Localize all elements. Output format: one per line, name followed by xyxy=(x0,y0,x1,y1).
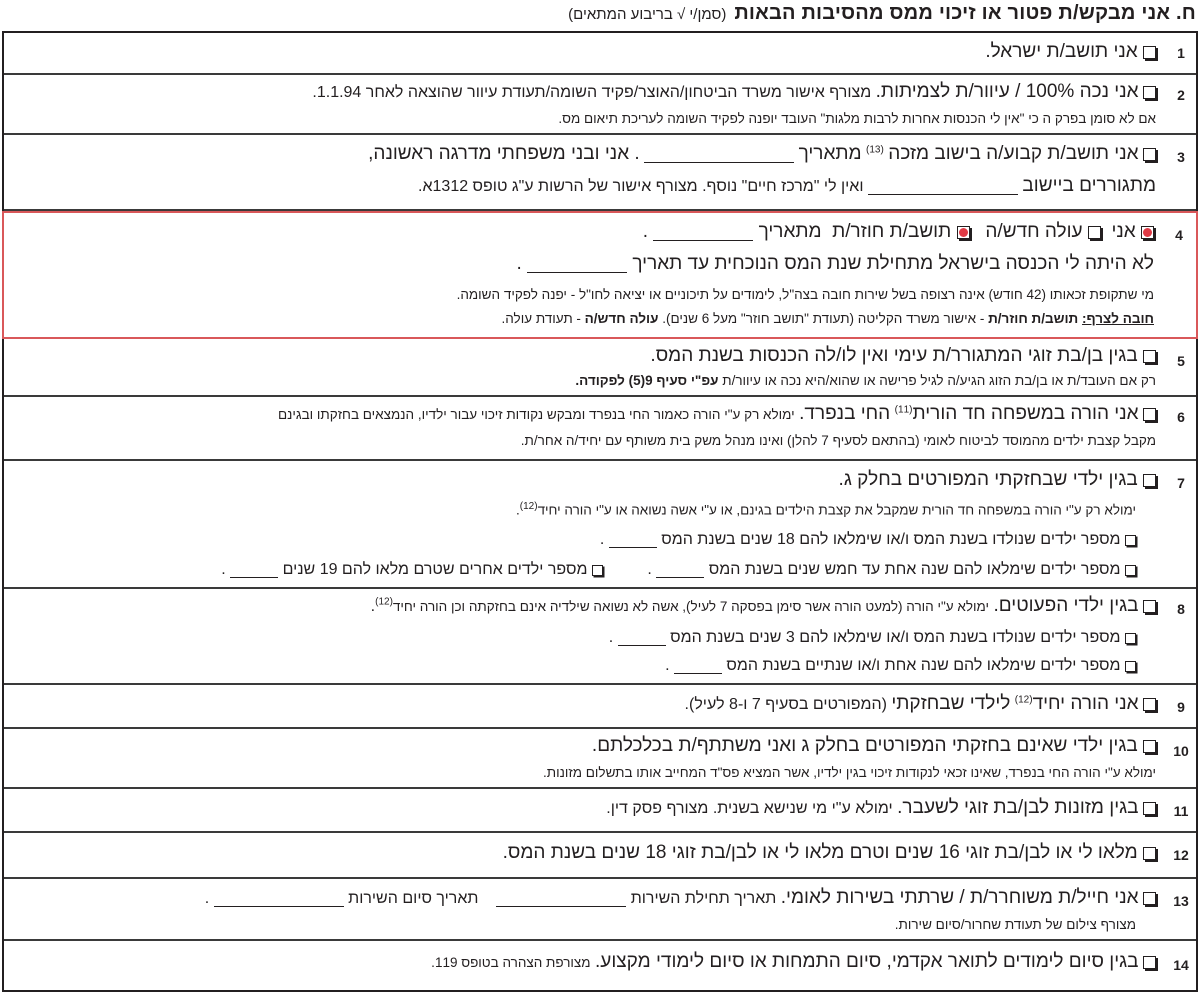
item-text: החי בנפרד. xyxy=(799,403,891,424)
item-note: מצורף אישור משרד הביטחון/האוצר/פקיד השומה/תעודת עיוור שהוצאה לאחר 1.1.94. xyxy=(312,84,872,101)
item-number: 4 xyxy=(1175,227,1183,243)
item-note: מצורף אישור של הרשות ע"ג טופס 1312א. xyxy=(418,178,698,195)
service-start-date-field[interactable] xyxy=(496,888,626,907)
item-text: מלאו לי או לבן/בת זוגי 16 שנים וטרם מלאו לי או לבן/בת זוגי 18 שנים בשנת המס. xyxy=(502,842,1138,863)
checkbox-age-16-18[interactable] xyxy=(1143,847,1156,860)
checkbox-disabled-blind[interactable] xyxy=(1143,86,1156,99)
sub-item-text: מספר ילדים שימלאו להם שנה אחת ו/או שנתיים בשנת המס xyxy=(726,657,1121,674)
checkbox-children-1-to-5[interactable] xyxy=(1125,565,1136,576)
checkbox-children-not-custody[interactable] xyxy=(1143,740,1156,753)
item-7: 7 בגין ילדי שבחזקתי המפורטים בחלק ג. ימולא רק ע"י הורה במשפחה חד הורית שמקבל את קצבת הילדים בגינם, או ע"י אשה נשואה או ע"י הורה יחיד$^{(12)}$. מספר ילדים שנולדו בשנת המס ו/או שימלאו להם 18 שנים בשנת המס . מספר ילדים שימלאו להם שנה אחת עד חמש שנים בשנת המס . מספר ילדים אחרים שטרם מלאו להם 19 שנים . xyxy=(4,461,1196,589)
checkbox-children-born-or-18[interactable] xyxy=(1125,535,1136,546)
date-field-from[interactable] xyxy=(644,144,794,163)
item-text: . אני ובני משפחתי מדרגה ראשונה, xyxy=(368,143,640,164)
checkbox-degree-completion[interactable] xyxy=(1143,956,1156,969)
item-note: ימולא ע"י הורה (למעט הורה אשר סימן בפסקה 7 לעיל), אשה לא נשואה שילדיה אינם בחזקתה וכן הורה יחיד xyxy=(392,599,990,614)
item-text: בגין מזונות לבן/בת זוגי לשעבר. xyxy=(897,797,1139,818)
sub-item-text: מספר ילדים שימלאו להם שנה אחת עד חמש שנים בשנת המס xyxy=(708,561,1121,578)
sub-item-text: מספר ילדים שנולדו בשנת המס ו/או שימלאו להם 18 שנים בשנת המס xyxy=(661,531,1121,548)
item-subnote: אם לא סומן בפרק ה כי "אין לי הכנסות אחרות לרבות מלגות" העובד יופנה לפקיד השומה לעריכת תיאום מס. xyxy=(558,111,1156,126)
item-note: ימולא ע"י מי שנישא בשנית. מצורף פסק דין. xyxy=(606,800,893,817)
item-text: בגין ילדי שאינם בחזקתי המפורטים בחלק ג ואני משתתף/ת בכלכלתם. xyxy=(591,735,1138,756)
section-heading: ח. אני מבקש/ת פטור או זיכוי ממס מהסיבות הבאות xyxy=(734,2,1196,24)
checkbox-alimony[interactable] xyxy=(1143,802,1156,815)
item-8: 8 בגין ילדי הפעוטים. ימולא ע"י הורה (למעט הורה אשר סימן בפסקה 7 לעיל), אשה לא נשואה שילדיה אינם בחזקתה וכן הורה יחיד$^{(12)}$. מספר ילדים שנולדו בשנת המס ו/או שימלאו להם 3 שנים בשנת המס . מספר ילדים שימלאו להם שנה אחת ו/או שנתיים בשנת המס . xyxy=(4,589,1196,685)
item-text: מתגוררים ביישוב xyxy=(1022,175,1156,196)
checkbox-discharged-soldier[interactable] xyxy=(1143,892,1156,905)
item-11 xyxy=(4,789,1196,833)
item-number: 6 xyxy=(1177,409,1185,425)
required-text: - תעודת עולה. xyxy=(501,311,581,326)
item-note: רק אם העובד/ת או בן/בת הזוג הגיע/ה לגיל פרישה או שהוא/היא נכה או עיוור/ת xyxy=(722,373,1156,388)
footnote-ref: (12) xyxy=(375,596,393,608)
item-12 xyxy=(4,833,1196,879)
checkbox-returning-resident[interactable] xyxy=(957,226,970,239)
item-number: 14 xyxy=(1173,957,1189,973)
item-text: אני תושב/ת קבוע/ה בישוב מזכה xyxy=(888,143,1139,164)
service-end-date-field[interactable] xyxy=(214,888,344,907)
checkbox-israeli-resident[interactable] xyxy=(1143,46,1156,59)
item-text: מתאריך xyxy=(798,143,862,164)
date-field-from[interactable] xyxy=(653,222,753,241)
item-note: מצורפת הצהרה בטופס 119. xyxy=(431,955,591,970)
item-number: 5 xyxy=(1177,353,1185,369)
item-text: ואין לי "מרכז חיים" נוסף. xyxy=(702,178,864,195)
section-title xyxy=(4,2,1196,30)
section-hint: (סמן/י √ בריבוע המתאים) xyxy=(568,6,727,23)
count-field[interactable] xyxy=(230,559,278,578)
item-number: 3 xyxy=(1177,149,1185,165)
footnote-ref: (13) xyxy=(866,144,884,156)
item-3 xyxy=(4,135,1196,211)
item-text: בגין ילדי הפעוטים. xyxy=(993,595,1139,616)
item-label: תאריך סיום השירות xyxy=(348,890,479,907)
checkbox-sole-parent[interactable] xyxy=(1143,698,1156,711)
option-new-immigrant-label: עולה חדש/ה xyxy=(985,221,1083,242)
item-number: 10 xyxy=(1173,743,1189,759)
item-text: בגין ילדי שבחזקתי המפורטים בחלק ג. xyxy=(838,469,1138,490)
item-text: בגין סיום לימודים לתואר אקדמי, סיום התמחות או סיום לימודי מקצוע. xyxy=(595,951,1139,972)
item-note: מצורף צילום של תעודת שחרור/סיום שירות. xyxy=(894,917,1136,932)
sub-item-text: מספר ילדים אחרים שטרם מלאו להם 19 שנים xyxy=(282,561,588,578)
item-text: אני הורה יחיד xyxy=(1032,693,1139,714)
item-text: אני xyxy=(1111,221,1136,242)
item-note-bold: עפ"י סעיף 9(5) לפקודה. xyxy=(575,373,719,388)
count-field[interactable] xyxy=(618,627,666,646)
item-number: 12 xyxy=(1173,847,1189,863)
item-number: 1 xyxy=(1177,45,1185,61)
item-text: בגין בן/בת זוגי המתגורר/ת עימי ואין לו/לה הכנסות בשנת המס. xyxy=(650,345,1138,366)
form-frame xyxy=(2,31,1198,992)
punct: . xyxy=(642,221,649,242)
checkbox-spouse-no-income[interactable] xyxy=(1143,350,1156,363)
item-number: 13 xyxy=(1173,893,1189,909)
item-4 xyxy=(2,211,1198,339)
checkbox-qualifying-settlement[interactable] xyxy=(1143,148,1156,161)
item-number: 2 xyxy=(1177,87,1185,103)
item-label: תאריך תחילת השירות xyxy=(630,890,777,907)
item-text: מתאריך xyxy=(758,221,822,242)
checkbox-children-custody[interactable] xyxy=(1143,474,1156,487)
item-6 xyxy=(4,397,1196,461)
checkbox-toddlers-born-or-3[interactable] xyxy=(1125,633,1136,644)
punct: . xyxy=(516,253,522,274)
count-field[interactable] xyxy=(609,529,657,548)
count-field[interactable] xyxy=(674,655,722,674)
item-number: 7 xyxy=(1177,475,1185,491)
item-text: אני הורה במשפחה חד הורית xyxy=(912,403,1139,424)
required-text: - אישור משרד הקליטה (תעודת "תושב חוזר" מעל 6 שנים). xyxy=(662,311,985,326)
checkbox-toddlers-1-or-2[interactable] xyxy=(1125,661,1136,672)
item-note: מקבל קצבת ילדים מהמוסד לביטוח לאומי (בהתאם לסעיף 7 להלן) ואינו מנהל משק בית משותף עם יחיד/ה אחר/ת. xyxy=(520,433,1156,448)
item-9 xyxy=(4,685,1196,729)
item-13: 13 אני חייל/ת משוחרר/ת / שרתתי בשירות לאומי. תאריך תחילת השירות תאריך סיום השירות . מצורף צילום של תעודת שחרור/סיום שירות. xyxy=(4,879,1196,941)
item-text: אני נכה 100% / עיוור/ת לצמיתות. xyxy=(875,81,1139,102)
item-5 xyxy=(4,339,1196,397)
item-text: לא היתה לי הכנסה בישראל מתחילת שנת המס הנוכחית עד תאריך xyxy=(632,253,1154,274)
item-note: מי שתקופת זכאותו (42 חודש) אינה רצופה בשל שירות חובה בצה"ל, לימודים על תיכוניים או יציאה לחו"ל - יפנה לפקיד השומה. xyxy=(456,287,1154,302)
item-note: ימולא ע"י הורה החי בנפרד, שאינו זכאי לנקודות זיכוי בגין ילדיו, אשר המציא פס"ד המחייב אותו בתשלום מזונות. xyxy=(543,765,1156,780)
required-item: תושב/ת חוזר/ת xyxy=(988,311,1079,326)
item-number: 11 xyxy=(1173,803,1189,819)
item-10 xyxy=(4,729,1196,789)
date-field-until[interactable] xyxy=(527,254,627,273)
checkbox-new-immigrant[interactable] xyxy=(1088,226,1101,239)
option-returning-resident-label: תושב/ת חוזר/ת xyxy=(832,221,952,242)
item-note: (המפורטים בסעיף 7 ו-8 לעיל). xyxy=(684,696,887,713)
checkbox-single-parent[interactable] xyxy=(1143,408,1156,421)
required-item: עולה חדש/ה xyxy=(584,311,659,326)
checkbox-item-4[interactable] xyxy=(1141,226,1154,239)
item-note: ימולא רק ע"י הורה במשפחה חד הורית שמקבל את קצבת הילדים בגינם, או ע"י אשה נשואה או ע"י הורה יחיד xyxy=(537,502,1136,518)
sub-item-text: מספר ילדים שנולדו בשנת המס ו/או שימלאו להם 3 שנים בשנת המס xyxy=(670,629,1121,646)
item-1 xyxy=(4,33,1196,75)
item-14 xyxy=(4,941,1196,993)
settlement-field[interactable] xyxy=(868,176,1018,195)
count-field[interactable] xyxy=(656,559,704,578)
checkbox-children-under-19[interactable] xyxy=(592,565,603,576)
required-label: חובה לצרף: xyxy=(1082,311,1154,326)
item-2 xyxy=(4,75,1196,135)
footnote-ref: (12) xyxy=(1014,694,1033,706)
footnote-ref: (11) xyxy=(894,404,913,416)
item-number: 8 xyxy=(1177,601,1185,617)
item-text: אני תושב/ת ישראל. xyxy=(985,41,1138,62)
item-text: לילדי שבחזקתי xyxy=(891,693,1011,714)
footnote-ref: (12) xyxy=(519,501,538,512)
item-text: אני חייל/ת משוחרר/ת / שרתתי בשירות לאומי. xyxy=(780,887,1139,908)
item-note: ימולא רק ע"י הורה כאמור החי בנפרד ומבקש נקודות זיכוי עבור ילדיו, הנמצאים בחזקתו ובגינם xyxy=(277,407,795,422)
item-number: 9 xyxy=(1177,699,1185,715)
checkbox-toddlers[interactable] xyxy=(1143,600,1156,613)
